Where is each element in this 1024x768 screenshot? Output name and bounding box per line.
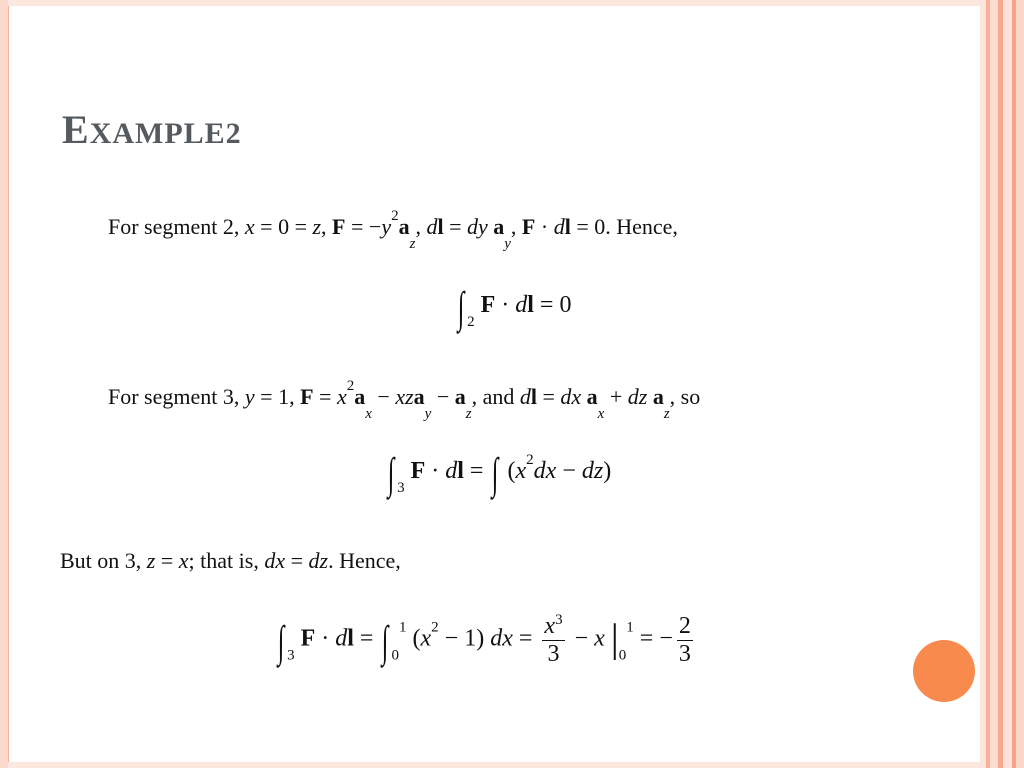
title-rest: XAMPLE2	[89, 117, 242, 150]
text-segment-3: For segment 3, y = 1, $F = x^2a_x - xza_y - a_z$, and dl = dx $a_x$ + dz $a_z$, so	[108, 378, 701, 422]
title-initial: E	[62, 107, 90, 152]
slide-title	[62, 106, 242, 153]
equation-result: ∫ $_3$ F · dl = ∫ $_0^1$ $(x^2 - 1)$ dx = $\frac{x^3}{3}$ − x $|_0^1$ = − $\frac{2}{3}$	[277, 612, 691, 667]
decorative-stripes	[980, 0, 1024, 768]
text-but-on-3: But on 3, z = x; that is, dx = dz. Hence,	[60, 548, 401, 573]
decorative-circle	[913, 640, 975, 702]
equation-segment-2: ∫ $_2$ F · dl = 0	[457, 283, 572, 332]
equation-segment-3: ∫ $_3$ F · dl = ∫ $(x^2dx - dz)$	[387, 449, 612, 498]
top-border	[8, 0, 980, 6]
bottom-border	[8, 762, 980, 768]
text-segment-2: For segment 2, x = 0 = z, $F = -y^2a_z$, dl = dy $a_y$, F · dl = 0. Hence,	[108, 208, 678, 252]
left-border	[0, 0, 9, 768]
